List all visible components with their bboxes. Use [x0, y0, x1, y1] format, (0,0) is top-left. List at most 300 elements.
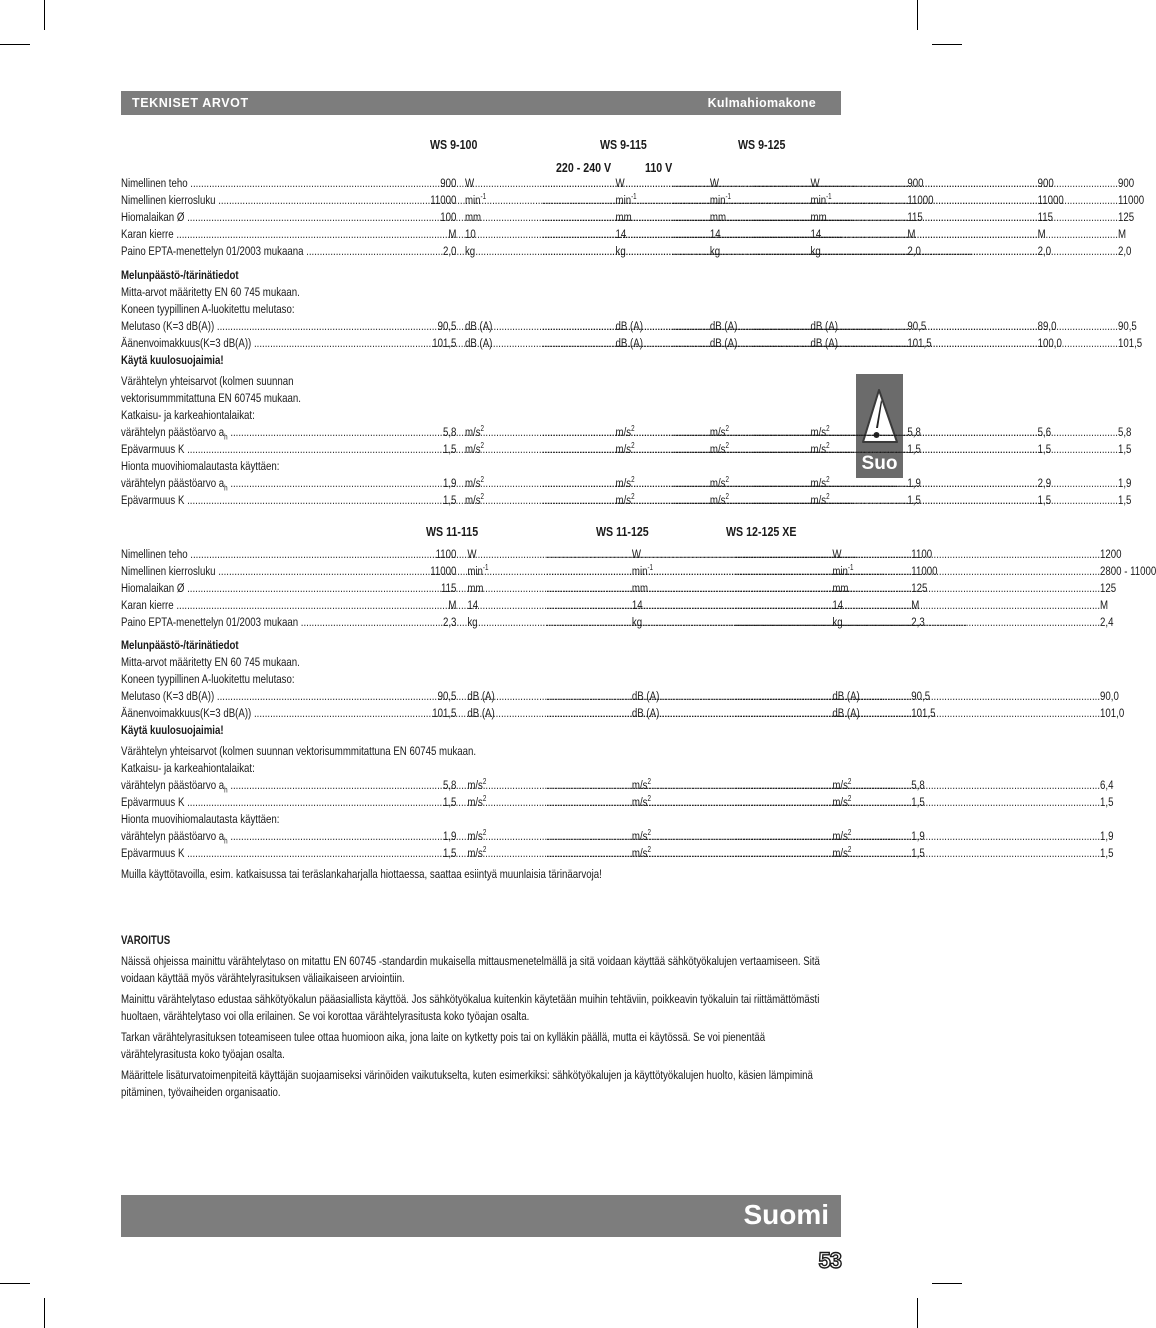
spec-value: 1,9 [442, 476, 457, 490]
superscript: 2 [482, 793, 487, 803]
spec-value: 90,5 [437, 689, 457, 703]
spec-label-text: värähtelyn päästöarvo a [121, 829, 225, 843]
warning-paragraph: Tarkan värähtelyrasituksen toteamiseen tulee ottaa huomioon aika, jona laite on kytketty pois tai on kylläkin päällä, mutta ei käytössä. Se voi pienentää värähtelyrasitusta koko työajan osalta. [121, 1030, 766, 1061]
voltage-header: 220 - 240 V [556, 160, 612, 175]
spec-unit: $m/s^2$ [810, 491, 830, 507]
spec-value-text: 1,9 [1117, 476, 1132, 490]
superscript: 2 [480, 491, 485, 501]
spec-value-text: 1,9 [1100, 829, 1114, 843]
superscript: 2 [631, 440, 635, 450]
spec-unit: dB (A) [631, 706, 660, 720]
spec-unit: $m/s^2$ [464, 491, 485, 507]
superscript: 2 [480, 440, 485, 450]
spec-value-text: 115 [1037, 210, 1054, 224]
spec-value-text: 11000 [907, 193, 934, 207]
spec-value-text: 1100 [911, 547, 933, 561]
spec-unit: kg [631, 615, 643, 629]
spec-value-text: 2,9 [1037, 476, 1052, 490]
spec-row [121, 705, 1125, 722]
spec-unit: $m/s^2$ [709, 440, 729, 456]
superscript: 2 [826, 440, 830, 450]
spec-unit: 14 [467, 598, 479, 612]
spec-label-text: Karan kierre [121, 227, 174, 241]
product-name: Kulmahiomakone [707, 96, 816, 110]
superscript: 2 [847, 793, 852, 803]
superscript: 2 [847, 844, 852, 854]
spec-value-text: M [1100, 598, 1109, 612]
spec-unit: dB (A) [615, 336, 643, 350]
superscript: 2 [631, 474, 635, 484]
spec-unit: dB (A) [709, 336, 738, 350]
spec-row [121, 423, 1132, 442]
spec-unit: mm [631, 581, 649, 595]
spec-row [121, 827, 1114, 846]
spec-value-text: 900 [1037, 176, 1054, 190]
body-text: Hionta muovihiomalautasta käyttäen: [121, 459, 280, 473]
spec-value: 900 [440, 176, 457, 190]
spec-label [121, 580, 437, 597]
crop-mark [0, 44, 30, 45]
model-header: WS 9-125 [738, 137, 786, 152]
spec-value-text: 1,5 [907, 442, 921, 456]
spec-value-text: 2,0 [1037, 244, 1052, 258]
spec-unit: $\min^{-1}$ [615, 191, 637, 207]
spec-label [121, 845, 437, 862]
spec-row [121, 226, 1127, 243]
spec-label [121, 688, 437, 705]
spec-unit: $m/s^2$ [615, 491, 635, 507]
spec-label-text: Hiomalaikan Ø [121, 581, 185, 595]
spec-label [121, 828, 437, 845]
spec-unit: $m/s^2$ [615, 423, 635, 439]
spec-label-text: Nimellinen kierrosluku [121, 193, 216, 207]
model-header: WS 11-115 [426, 524, 479, 539]
spec-row [121, 844, 1114, 862]
superscript: 2 [847, 827, 852, 837]
spec-unit: $m/s^2$ [464, 474, 485, 490]
spec-value: M [448, 227, 457, 241]
spec-unit: mm [709, 210, 727, 224]
spec-label-text: Paino EPTA-menettelyn 01/2003 mukaan [121, 615, 299, 629]
spec-unit: kg [810, 244, 821, 258]
spec-unit: W [467, 547, 477, 561]
spec-label-text: Hiomalaikan Ø [121, 210, 185, 224]
spec-value-text: 125 [1117, 210, 1135, 224]
footer-bar [121, 1195, 841, 1237]
spec-value-text: M [1037, 227, 1046, 241]
spec-unit: 14 [631, 598, 643, 612]
spec-unit: 14 [832, 598, 844, 612]
spec-unit: $m/s^2$ [467, 827, 487, 843]
spec-unit: $\min^{-1}$ [464, 191, 487, 207]
crop-mark [0, 1283, 30, 1284]
spec-unit: $m/s^2$ [709, 474, 729, 490]
spec-unit: dB (A) [464, 336, 493, 350]
superscript: -1 [482, 562, 489, 572]
spec-row [121, 546, 1122, 563]
spec-value: 1,9 [442, 829, 457, 843]
body-text: Värähtelyn yhteisarvot (kolmen suunnan [121, 374, 294, 388]
spec-row [121, 209, 1135, 226]
spec-value-text: 11000 [1037, 193, 1064, 207]
subscript: h [224, 432, 228, 442]
superscript: 2 [647, 793, 651, 803]
spec-label-text: Paino EPTA-menettelyn 01/2003 mukaana [121, 244, 304, 258]
spec-unit: $\min^{-1}$ [631, 562, 654, 578]
superscript: 2 [826, 474, 830, 484]
subsection-heading: Melunpäästö-/tärinätiedot [121, 268, 239, 282]
superscript: 2 [725, 423, 729, 433]
spec-value: 90,5 [437, 319, 457, 333]
spec-unit: $\min^{-1}$ [467, 562, 489, 578]
spec-unit: $m/s^2$ [615, 440, 635, 456]
spec-value-text: 1,9 [907, 476, 921, 490]
spec-unit: 14 [810, 227, 822, 241]
spec-label-text: Melutaso (K=3 dB(A)) [121, 319, 215, 333]
spec-value-text: 90,5 [911, 689, 931, 703]
spec-unit: $m/s^2$ [631, 827, 651, 843]
spec-unit: dB (A) [832, 689, 860, 703]
spec-row [121, 191, 1145, 209]
superscript: 2 [647, 844, 651, 854]
spec-row [121, 562, 1156, 580]
superscript: -1 [631, 191, 637, 201]
spec-label-text: värähtelyn päästöarvo a [121, 476, 225, 490]
superscript: 2 [725, 474, 729, 484]
spec-label-text: Melutaso (K=3 dB(A)) [121, 689, 215, 703]
spec-unit: 14 [615, 227, 627, 241]
superscript: 2 [482, 827, 487, 837]
spec-label [121, 597, 437, 614]
spec-unit: kg [467, 615, 478, 629]
hearing-warning: Käytä kuulosuojaimia! [121, 723, 224, 737]
spec-value [542, 175, 924, 192]
spec-row [121, 776, 1114, 795]
spec-label-text: Karan kierre [121, 598, 174, 612]
spec-label [121, 475, 437, 492]
spec-value-text: 1,5 [1117, 493, 1132, 507]
spec-unit: mm [464, 210, 482, 224]
spec-unit: W [709, 176, 720, 190]
superscript: 2 [480, 423, 485, 433]
warning-paragraph: Näissä ohjeissa mainittu värähtelytaso on mitattu EN 60745 -standardin mukaisella mittausmenetelmällä ja sitä voidaan käyttää sähkötyökalujen vertaamiseen. Sitä voidaan käyttää myös värähtelyrasituksen väliaikaiseen arviointiin. [121, 954, 820, 985]
spec-value-text: 101,0 [1100, 706, 1125, 720]
subsection-heading: Melunpäästö-/tärinätiedot [121, 638, 239, 652]
spec-label [121, 777, 437, 794]
spec-value: M [448, 598, 457, 612]
voltage-header: 110 V [645, 160, 673, 175]
warning-paragraph: Määrittele lisäturvatoimenpiteitä käyttäjän suojaamiseksi värinöiden vaikutukselta, kuten esimerkiksi: sähkötyökalujen ja käyttötyökalujen huolto, käsien lämpiminä pitäminen, työvaiheiden organisaatio. [121, 1068, 813, 1099]
spec-value-text: 1,5 [911, 795, 925, 809]
header-bar [121, 91, 841, 115]
spec-unit: $m/s^2$ [631, 793, 651, 809]
spec-unit: kg [832, 615, 843, 629]
spec-label [121, 492, 437, 509]
spec-label-text: Äänenvoimakkuus(K=3 dB(A)) [121, 336, 252, 350]
spec-label [121, 335, 437, 352]
superscript: -1 [847, 562, 854, 572]
superscript: 2 [647, 827, 651, 837]
model-header: WS 9-115 [600, 137, 647, 152]
spec-value: 11000 [430, 193, 457, 207]
spec-row [121, 175, 1135, 192]
spec-value [753, 175, 1135, 192]
spec-value-text: 1,5 [1037, 493, 1052, 507]
spec-label [121, 794, 437, 811]
spec-row [121, 614, 1114, 631]
spec-row [121, 440, 1132, 458]
body-text: Hionta muovihiomalautasta käyttäen: [121, 812, 280, 826]
spec-unit: $m/s^2$ [467, 793, 487, 809]
spec-unit: $\min^{-1}$ [709, 191, 732, 207]
spec-value: 101,5 [432, 706, 457, 720]
spec-value-text: 5,8 [907, 425, 921, 439]
spec-value-text: 1,5 [911, 846, 925, 860]
subscript: h [224, 836, 228, 846]
spec-unit: $m/s^2$ [464, 440, 485, 456]
spec-value-text: 101,5 [1117, 336, 1143, 350]
spec-unit: $m/s^2$ [467, 844, 487, 860]
warning-paragraph: Mainittu värähtelytaso edustaa sähkötyökalun pääasiallista käyttöä. Jos sähkötyökalua kuitenkin käytetään muihin tehtäviin, poikkeavin työkaluin tai riittämättömästi huoltaen, värähtelytaso voi olla erilainen. Se voi korottaa värähtelyrasitusta koko työajan osalta. [121, 992, 820, 1023]
spec-label [121, 546, 437, 563]
spec-unit: $m/s^2$ [832, 793, 852, 809]
subscript: h [224, 483, 228, 493]
spec-value: 1,5 [442, 846, 457, 860]
spec-unit: W [631, 547, 642, 561]
spec-unit: $m/s^2$ [464, 423, 485, 439]
spec-unit: dB (A) [810, 319, 838, 333]
spec-label [121, 243, 437, 260]
spec-label [121, 563, 437, 580]
spec-value-text: M [907, 227, 916, 241]
side-tab-label: Suo [861, 453, 898, 474]
spec-label [121, 318, 437, 335]
spec-row [121, 491, 1132, 509]
spec-value-text: 89,0 [1037, 319, 1057, 333]
crop-mark [917, 0, 918, 30]
spec-value-text: 125 [911, 581, 928, 595]
spec-label [121, 209, 437, 226]
spec-value-text: M [911, 598, 920, 612]
spec-unit: $\min^{-1}$ [832, 562, 854, 578]
body-text: Värähtelyn yhteisarvot (kolmen suunnan vektorisummmitattuna EN 60745 mukaan. [121, 744, 477, 758]
superscript: 2 [647, 776, 651, 786]
spec-unit: dB (A) [615, 319, 643, 333]
spec-label-text: Epävarmuus K [121, 442, 185, 456]
spec-unit: dB (A) [631, 689, 660, 703]
warning-title: VAROITUS [121, 933, 171, 947]
spec-row [121, 318, 1137, 335]
superscript: 2 [482, 776, 487, 786]
superscript: 2 [725, 491, 729, 501]
model-header: WS 12-125 XE [726, 524, 797, 539]
body-text: Koneen tyypillinen A-luokitettu melutaso: [121, 672, 295, 686]
model-header: WS 11-125 [596, 524, 649, 539]
model-header: WS 9-100 [430, 137, 478, 152]
superscript: 2 [826, 491, 830, 501]
spec-unit: $m/s^2$ [810, 440, 830, 456]
crop-mark [917, 1298, 918, 1328]
spec-unit: kg [464, 244, 476, 258]
spec-unit: W [615, 176, 625, 190]
spec-label-text: Epävarmuus K [121, 493, 185, 507]
body-text: Mitta-arvot määritetty EN 60 745 mukaan. [121, 655, 300, 669]
spec-value: 2,0 [442, 244, 457, 258]
spec-value-text: 2,3 [911, 615, 925, 629]
spec-row [121, 474, 1132, 493]
spec-value-text: 1,9 [911, 829, 925, 843]
superscript: 2 [631, 491, 635, 501]
hearing-warning: Käytä kuulosuojaimia! [121, 353, 224, 367]
spec-row [121, 597, 1109, 614]
spec-unit: $\min^{-1}$ [810, 191, 832, 207]
spec-label-text: Epävarmuus K [121, 795, 185, 809]
spec-unit: $m/s^2$ [467, 776, 487, 792]
spec-value: 5,8 [442, 425, 457, 439]
spec-value-text: 2800 - 11000 [1100, 564, 1156, 578]
spec-unit: mm [810, 210, 827, 224]
spec-unit: W [832, 547, 842, 561]
spec-value: 1,5 [442, 442, 457, 456]
spec-label [121, 226, 437, 243]
page-number: 53 [818, 1248, 841, 1273]
superscript: 2 [826, 423, 830, 433]
spec-unit: 10 [464, 227, 476, 241]
spec-value-text: 125 [1100, 581, 1117, 595]
spec-value-text: 115 [907, 210, 923, 224]
spec-value-text: 900 [907, 176, 924, 190]
spec-value: 1100 [435, 547, 457, 561]
spec-value-text: 11000 [911, 564, 938, 578]
body-text: vektorisummmitattuna EN 60745 mukaan. [121, 391, 301, 405]
body-text: Mitta-arvot määritetty EN 60 745 mukaan. [121, 285, 300, 299]
spec-row [121, 335, 1143, 352]
body-text: Katkaisu- ja karkeahiontalaikat: [121, 408, 255, 422]
body-text: Koneen tyypillinen A-luokitettu melutaso: [121, 302, 295, 316]
spec-label-text: Epävarmuus K [121, 846, 185, 860]
spec-unit: $m/s^2$ [709, 491, 729, 507]
superscript: -1 [826, 191, 832, 201]
spec-value: 2,3 [442, 615, 457, 629]
body-text: Katkaisu- ja karkeahiontalaikat: [121, 761, 255, 775]
crop-mark [44, 0, 45, 30]
spec-row [121, 793, 1114, 811]
footer-language: Suomi [743, 1199, 829, 1230]
spec-unit: dB (A) [464, 319, 493, 333]
spec-label-text: Äänenvoimakkuus(K=3 dB(A)) [121, 706, 252, 720]
spec-unit: kg [709, 244, 721, 258]
spec-value: 1,5 [442, 493, 457, 507]
spec-unit: 14 [709, 227, 721, 241]
spec-value-text: 1,5 [1117, 442, 1132, 456]
spec-row [121, 243, 1132, 260]
crop-mark [932, 1283, 962, 1284]
spec-label [121, 441, 437, 458]
superscript: 2 [480, 474, 485, 484]
spec-label-text: värähtelyn päästöarvo a [121, 778, 225, 792]
spec-unit: dB (A) [467, 689, 495, 703]
spec-label-text: Nimellinen teho [121, 547, 188, 561]
spec-unit: dB (A) [467, 706, 495, 720]
spec-unit: $m/s^2$ [615, 474, 635, 490]
spec-unit: $m/s^2$ [631, 776, 651, 792]
spec-value-text: 101,5 [911, 706, 936, 720]
spec-value [672, 175, 1054, 192]
spec-value-text: 1,5 [907, 493, 921, 507]
spec-label [121, 192, 437, 209]
spec-value [546, 546, 933, 563]
spec-unit: $m/s^2$ [832, 827, 852, 843]
spec-unit: dB (A) [832, 706, 860, 720]
spec-value: 101,5 [432, 336, 457, 350]
spec-unit: W [464, 176, 475, 190]
superscript: 2 [631, 423, 635, 433]
spec-value: 5,8 [442, 778, 457, 792]
superscript: -1 [725, 191, 732, 201]
spec-unit: $m/s^2$ [810, 423, 830, 439]
spec-value-text: 100,0 [1037, 336, 1062, 350]
superscript: 2 [482, 844, 487, 854]
superscript: -1 [480, 191, 487, 201]
spec-value-text: 90,5 [1117, 319, 1137, 333]
spec-value-text: 11000 [1117, 193, 1145, 207]
spec-row [121, 688, 1119, 705]
spec-value-text: 5,8 [1117, 425, 1132, 439]
spec-value-text: 1,5 [1037, 442, 1052, 456]
spec-value-text: M [1117, 227, 1127, 241]
spec-label [121, 614, 437, 631]
spec-unit: $m/s^2$ [810, 474, 830, 490]
spec-value: 115 [440, 581, 457, 595]
spec-value-text: 1,5 [1100, 795, 1114, 809]
spec-value-text: 90,5 [907, 319, 927, 333]
spec-label [121, 705, 437, 722]
spec-value: 1,5 [442, 795, 457, 809]
section-title: TEKNISET ARVOT [132, 96, 249, 110]
spec-value-text: 5,6 [1037, 425, 1052, 439]
spec-unit: $m/s^2$ [631, 844, 651, 860]
spec-label [121, 424, 437, 441]
spec-label-text: Nimellinen kierrosluku [121, 564, 219, 578]
spec-value-text: 101,5 [907, 336, 932, 350]
spec-unit: $m/s^2$ [709, 423, 729, 439]
spec-unit: $m/s^2$ [832, 776, 852, 792]
superscript: 2 [847, 776, 852, 786]
spec-unit: mm [832, 581, 849, 595]
spec-label-text: värähtelyn päästöarvo a [121, 425, 225, 439]
spec-value-text: 1,5 [1100, 846, 1114, 860]
spec-value-text: 2,0 [1117, 244, 1132, 258]
crop-mark [932, 44, 962, 45]
note-text: Muilla käyttötavoilla, esim. katkaisussa tai teräslankaharjalla hiottaessa, saattaa esiintyä muunlaisia tärinäarvoja! [121, 867, 602, 881]
spec-value-text: 6,4 [1100, 778, 1114, 792]
spec-value-text: 2,4 [1100, 615, 1114, 629]
superscript: 2 [725, 440, 729, 450]
spec-unit: mm [467, 581, 484, 595]
spec-unit: dB (A) [709, 319, 738, 333]
spec-value-text: 90,0 [1100, 689, 1119, 703]
crop-mark [44, 1298, 45, 1328]
spec-value-text: 5,8 [911, 778, 925, 792]
spec-label-text: Nimellinen teho [121, 176, 188, 190]
spec-unit: mm [615, 210, 632, 224]
spec-unit: W [810, 176, 820, 190]
spec-unit: kg [615, 244, 626, 258]
spec-label [121, 175, 437, 192]
spec-unit: dB (A) [810, 336, 838, 350]
superscript: -1 [647, 562, 654, 572]
spec-value-text: 1200 [1100, 547, 1122, 561]
